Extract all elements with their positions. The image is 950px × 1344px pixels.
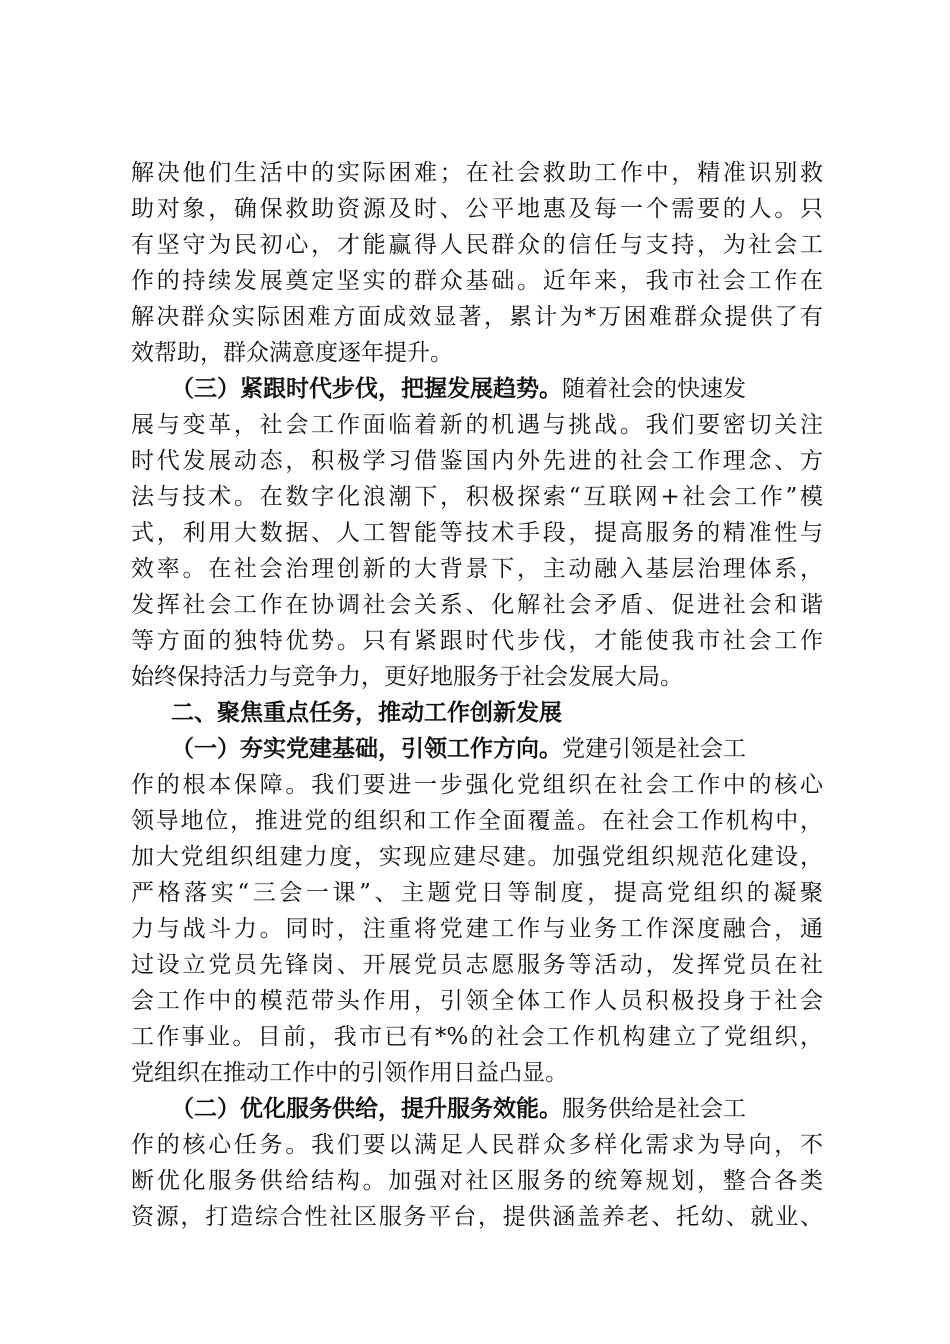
paragraph-lead: （三）紧跟时代步伐，把握发展趋势。: [171, 375, 562, 402]
paragraph-line: 式，利用大数据、人工智能等技术手段，提高服务的精准性与: [131, 520, 823, 546]
paragraph-line: 过设立党员先锋岗、开展党员志愿服务等活动，发挥党员在社: [131, 952, 823, 978]
paragraph-line: 法与技术。在数字化浪潮下，积极探索“互联网+社会工作”模: [131, 484, 823, 510]
paragraph-line: 作的根本保障。我们要进一步强化党组织在社会工作中的核心: [131, 772, 823, 798]
paragraph-first-line-text: 党建引领是社会工: [562, 736, 746, 762]
paragraph-first-line: [171, 733, 746, 765]
paragraph-first-line-text: 服务供给是社会工: [562, 1096, 746, 1122]
paragraph-line: 助对象，确保救助资源及时、公平地惠及每一个需要的人。只: [131, 196, 823, 222]
paragraph-line: 工作事业。目前，我市已有*%的社会工作机构建立了党组织，: [131, 1024, 823, 1050]
paragraph-line: 时代发展动态，积极学习借鉴国内外先进的社会工作理念、方: [131, 448, 823, 474]
paragraph-lead: （一）夯实党建基础，引领工作方向。: [171, 735, 562, 762]
paragraph-first-line: [171, 1093, 746, 1125]
paragraph-first-line-text: 随着社会的快速发: [562, 376, 746, 402]
paragraph-line: 断优化服务供给结构。加强对社区服务的统筹规划，整合各类: [131, 1168, 823, 1194]
paragraph-first-line: [171, 373, 746, 405]
paragraph-line: 有坚守为民初心，才能赢得人民群众的信任与支持，为社会工: [131, 232, 823, 258]
paragraph-line: 始终保持活力与竞争力，更好地服务于社会发展大局。: [131, 664, 683, 690]
paragraph-line: 党组织在推动工作中的引领作用日益凸显。: [131, 1060, 568, 1086]
paragraph-line: 资源，打造综合性社区服务平台，提供涵盖养老、托幼、就业、: [131, 1204, 823, 1230]
paragraph-line: 力与战斗力。同时，注重将党建工作与业务工作深度融合，通: [131, 916, 823, 942]
paragraph-line: 效帮助，群众满意度逐年提升。: [131, 340, 453, 366]
paragraph-line: 加大党组织组建力度，实现应建尽建。加强党组织规范化建设，: [131, 844, 823, 870]
paragraph-line: 发挥社会工作在协调社会关系、化解社会矛盾、促进社会和谐: [131, 592, 823, 618]
paragraph-line: 展与变革，社会工作面临着新的机遇与挑战。我们要密切关注: [131, 412, 823, 438]
section-heading: 二、聚焦重点任务，推动工作创新发展: [171, 700, 562, 726]
paragraph-line: 等方面的独特优势。只有紧跟时代步伐，才能使我市社会工作: [131, 628, 823, 654]
paragraph-line: 效率。在社会治理创新的大背景下，主动融入基层治理体系，: [131, 556, 823, 582]
paragraph-line: 解决群众实际困难方面成效显著，累计为*万困难群众提供了有: [131, 304, 823, 330]
paragraph-line: 会工作中的模范带头作用，引领全体工作人员积极投身于社会: [131, 988, 823, 1014]
paragraph-line: 作的核心任务。我们要以满足人民群众多样化需求为导向，不: [131, 1132, 823, 1158]
paragraph-lead: （二）优化服务供给，提升服务效能。: [171, 1095, 562, 1122]
paragraph-line: 严格落实“三会一课”、主题党日等制度，提高党组织的凝聚: [131, 880, 823, 906]
paragraph-line: 领导地位，推进党的组织和工作全面覆盖。在社会工作机构中，: [131, 808, 823, 834]
paragraph-line: 解决他们生活中的实际困难；在社会救助工作中，精准识别救: [131, 160, 823, 186]
paragraph-line: 作的持续发展奠定坚实的群众基础。近年来，我市社会工作在: [131, 268, 823, 294]
